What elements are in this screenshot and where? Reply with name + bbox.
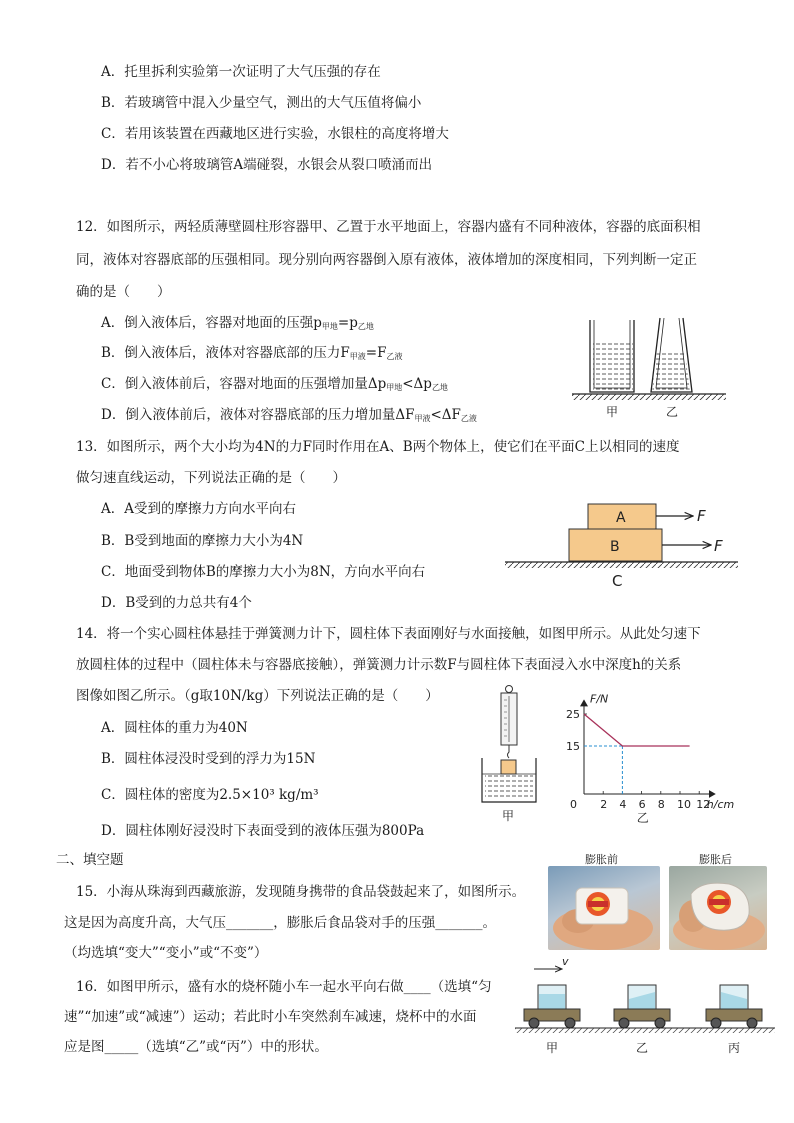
cart-jia (524, 985, 580, 1055)
photo-label-before: 膨胀前 (585, 853, 618, 866)
x-tick-label: 4 (619, 798, 627, 811)
photo-bag-after (669, 866, 767, 950)
q16-stem-line2: 速”“加速”或“减速”）运动；若此时小车突然刹车减速，烧杯中的水面 (64, 1009, 477, 1025)
q14-option-a: A．圆柱体的重力为40N (101, 720, 248, 736)
q14-force-depth-chart (550, 684, 750, 824)
q13-stem-line1: 13．如图所示，两个大小均为4N的力F同时作用在A、B两个物体上，使它们在平面C上以相同的速度 (76, 439, 680, 455)
q15-stem-line1: 15．小海从珠海到西藏旅游，发现随身携带的食品袋鼓起来了，如图所示。 (76, 884, 526, 900)
q15-stem-line2: 这是因为高度升高，大气压_______，膨胀后食品袋对手的压强_______。 (64, 915, 496, 931)
q13-option-b: B．B受到地面的摩擦力大小为4N (101, 533, 304, 549)
x-axis-label: h/cm (706, 798, 735, 811)
x-tick-label: 8 (657, 798, 665, 811)
svg-text:乙: 乙 (636, 1041, 649, 1055)
q14-stem-line3: 图像如图乙所示。（g取10N/kg）下列说法正确的是（ ） (76, 688, 439, 704)
q12-containers-figure (566, 312, 736, 424)
q12-option-a: A．倒入液体后，容器对地面的压强$p_{甲地}=p_{乙地}$ (101, 315, 374, 331)
q12-stem-line1: 12．如图所示，两轻质薄壁圆柱形容器甲、乙置于水平地面上，容器内盛有不同种液体，容器的底面积相 (76, 219, 701, 235)
svg-text:A: A (616, 510, 626, 526)
q14-spring-scale-figure (476, 684, 546, 824)
svg-text:C: C (612, 572, 623, 590)
q15-stem-line3: （均选填“变大”“变小”或“不变”） (64, 945, 268, 961)
q11-option-b: B．若玻璃管中混入少量空气，测出的大气压值将偏小 (101, 95, 422, 111)
x-tick-label: 0 (570, 798, 577, 811)
q13-option-c: C．地面受到物体B的摩擦力大小为8N，方向水平向右 (101, 564, 426, 580)
q13-option-d: D．B受到的力总共有4个 (101, 595, 252, 611)
q13-stem-line2: 做匀速直线运动，下列说法正确的是（ ） (76, 470, 346, 486)
q11-option-c: C．若用该装置在西藏地区进行实验，水银柱的高度将增大 (101, 126, 449, 142)
photo-label-after: 膨胀后 (699, 853, 732, 866)
q12-option-d: D．倒入液体前后，液体对容器底部的压力增加量$\Delta F_{甲液}<\Delta F_{乙液}$ (101, 407, 477, 423)
q14-stem-line2: 放圆柱体的过程中（圆柱体未与容器底接触），弹簧测力计示数F与圆柱体下表面浸入水中深度h的关系 (76, 657, 682, 673)
cart-yi (614, 985, 670, 1055)
y-tick-label: 25 (566, 708, 580, 721)
svg-text:F: F (697, 507, 706, 525)
y-axis-label: F/N (590, 692, 609, 706)
q12-option-b: B．倒入液体后，液体对容器底部的压力$F_{甲液}=F_{乙液}$ (101, 345, 403, 361)
fig-label-yi: 乙 (666, 405, 679, 419)
fig-label-jia: 甲 (502, 809, 515, 823)
series-line (584, 714, 690, 746)
cylinder (501, 760, 516, 774)
q12-option-c: C．倒入液体前后，容器对地面的压强增加量$\Delta p_{甲地}<\Delta p_{乙地}$ (101, 376, 448, 392)
q11-option-a: A．托里拆利实验第一次证明了大气压强的存在 (101, 64, 381, 80)
section-heading: 二、填空题 (56, 852, 124, 868)
q14-option-d: D．圆柱体刚好浸没时下表面受到的液体压强为800Pa (101, 823, 425, 839)
liquid-jia (593, 342, 633, 392)
q14-stem-line1: 14．将一个实心圆柱体悬挂于弹簧测力计下，圆柱体下表面刚好与水面接触，如图甲所示。从此处匀速下 (76, 626, 701, 642)
photo-bag-before (548, 866, 660, 950)
q16-stem-line3: 应是图_____（选填“乙”或“丙”）中的形状。 (64, 1039, 328, 1055)
q16-stem-line1: 16．如图甲所示，盛有水的烧杯随小车一起水平向右做____（选填“匀 (76, 979, 492, 995)
fig-label-jia: 甲 (606, 405, 619, 419)
svg-text:v: v (562, 956, 569, 968)
q13-option-a: A．A受到的摩擦力方向水平向右 (101, 501, 296, 517)
q13-blocks-figure (500, 498, 740, 590)
q12-stem-line2: 同，液体对容器底部的压强相同。现分别向两容器倒入原有液体，液体增加的深度相同，下列判断一定正 (76, 252, 697, 268)
svg-text:丙: 丙 (728, 1041, 741, 1055)
fig-label-yi: 乙 (636, 811, 649, 824)
x-tick-label: 2 (600, 798, 608, 811)
q14-option-c: C．圆柱体的密度为2.5×10³ kg/m³ (101, 787, 319, 803)
x-tick-label: 6 (638, 798, 646, 811)
q16-carts-figure (510, 956, 780, 1060)
q11-option-d: D．若不小心将玻璃管A端碰裂，水银会从裂口喷涌而出 (101, 157, 433, 173)
x-tick-label: 12 (696, 798, 711, 811)
q14-option-b: B．圆柱体浸没时受到的浮力为15N (101, 751, 316, 767)
x-tick-label: 10 (677, 798, 691, 811)
svg-text:甲: 甲 (546, 1041, 559, 1055)
svg-text:B: B (610, 539, 620, 555)
q12-stem-line3: 确的是（ ） (76, 284, 171, 300)
svg-text:F: F (714, 537, 723, 555)
y-tick-label: 15 (566, 740, 580, 753)
cart-bing (706, 985, 762, 1055)
